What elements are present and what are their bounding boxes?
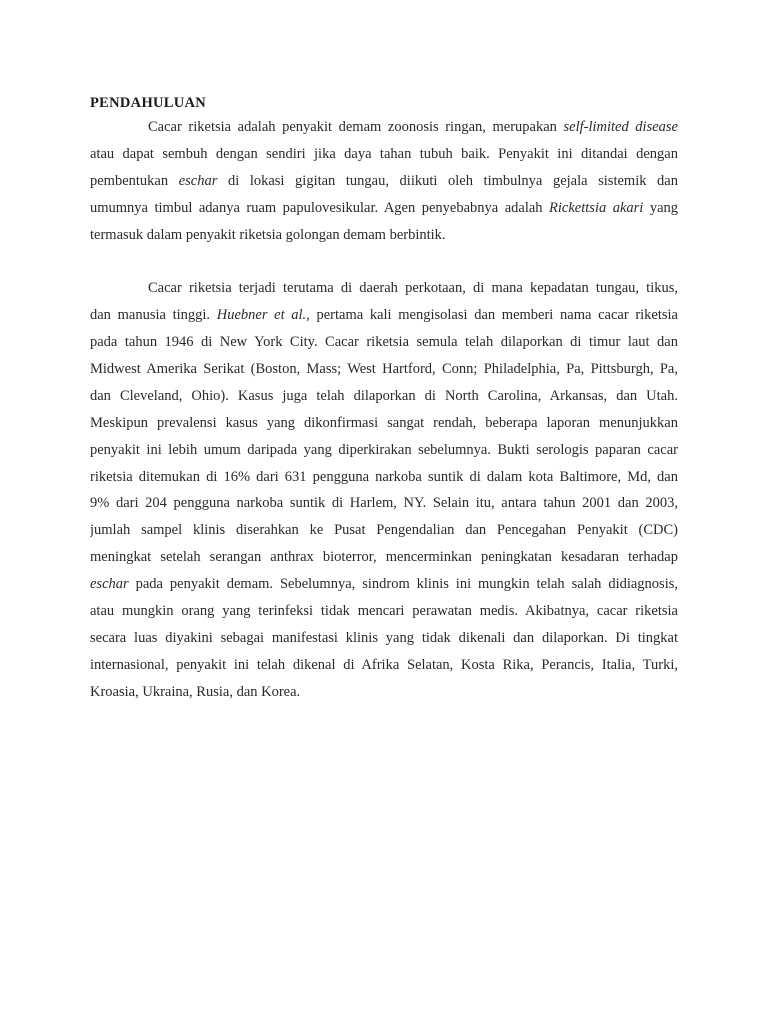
text-line [90,598,678,625]
text-line [90,544,678,571]
section-heading: PENDAHULUAN [90,95,207,111]
italic-term: eschar [90,576,129,593]
text-segment: Cacar riketsia adalah penyakit demam zoonosis ringan, merupakan [148,119,564,135]
text-line [90,517,678,544]
text-line [90,141,678,168]
text-line [90,168,678,195]
paragraph [90,114,678,248]
paragraph [90,275,678,705]
text-segment: atau dapat sembuh dengan sendiri jika daya tahan tubuh baik. Penyakit ini ditandai dengan [90,145,678,162]
text-line [90,275,678,302]
text-line [90,329,678,356]
text-segment: pembentukan [90,172,179,189]
text-line [90,410,678,437]
text-segment: penyakit ini lebih umum daripada yang diperkirakan sebelumnya. Bukti serologis paparan cacar [90,441,678,458]
text-line [90,625,678,652]
text-segment: pada tahun 1946 di New York City. Cacar riketsia semula telah dilaporkan di timur laut dan [90,334,678,351]
text-line [90,383,678,410]
text-line [90,464,678,491]
italic-term: Huebner et al., [216,307,310,324]
text-line [90,437,678,464]
text-segment: pertama kali mengisolasi dan memberi nama cacar riketsia [309,307,678,324]
document-body [90,114,678,706]
text-line [90,679,678,706]
text-segment: 9% dari 204 pengguna narkoba suntik di Harlem, NY. Selain itu, antara tahun 2001 dan 2003, [90,495,678,512]
text-segment: umumnya timbul adanya ruam papulovesikular. Agen penyebabnya adalah [90,199,550,216]
italic-term: Rickettsia akari [549,199,644,216]
text-segment: Kroasia, Ukraina, Rusia, dan Korea. [90,683,301,700]
text-segment: Cacar riketsia terjadi terutama di daerah perkotaan, di mana kepadatan tungau, tikus, [148,280,678,297]
text-segment: dan manusia tinggi. [90,307,217,324]
text-segment: internasional, penyakit ini telah dikenal di Afrika Selatan, Kosta Rika, Perancis, Italia, Turki, [90,656,678,673]
italic-term: eschar [178,172,218,189]
text-segment: secara luas diyakini sebagai manifestasi klinis yang tidak dikenali dan dilaporkan. Di tingkat [90,629,678,646]
paragraph-gap [90,248,678,275]
text-line [90,356,678,383]
text-line [90,222,678,249]
text-segment: di lokasi gigitan tungau, diikuti oleh timbulnya gejala sistemik dan [217,172,678,189]
text-segment: yang [643,199,678,216]
text-segment: meningkat setelah serangan anthrax bioterror, mencerminkan peningkatan kesadaran terhadap [90,549,678,566]
text-segment: Midwest Amerika Serikat (Boston, Mass; West Hartford, Conn; Philadelphia, Pa, Pittsburgh, Pa, [90,361,678,378]
text-line [90,302,678,329]
text-segment: riketsia ditemukan di 16% dari 631 pengguna narkoba suntik di dalam kota Baltimore, Md, dan [90,468,678,485]
text-line [90,195,678,222]
text-segment: jumlah sampel klinis diserahkan ke Pusat Pengendalian dan Pencegahan Penyakit (CDC) [90,522,678,539]
text-segment: termasuk dalam penyakit riketsia golongan demam berbintik. [90,226,446,243]
text-segment: Meskipun prevalensi kasus yang dikonfirmasi sangat rendah, beberapa laporan menunjukkan [90,414,678,431]
text-line [90,114,678,141]
text-segment: dan Cleveland, Ohio). Kasus juga telah dilaporkan di North Carolina, Arkansas, dan Utah. [90,387,678,404]
text-segment: pada penyakit demam. Sebelumnya, sindrom klinis ini mungkin telah salah didiagnosis, [128,576,678,593]
document-page [90,92,678,706]
text-line [90,490,678,517]
text-line [90,652,678,679]
text-segment: atau mungkin orang yang terinfeksi tidak mencari perawatan medis. Akibatnya, cacar riketsia [90,603,678,620]
text-line [90,571,678,598]
italic-term: self-limited disease [563,119,678,135]
